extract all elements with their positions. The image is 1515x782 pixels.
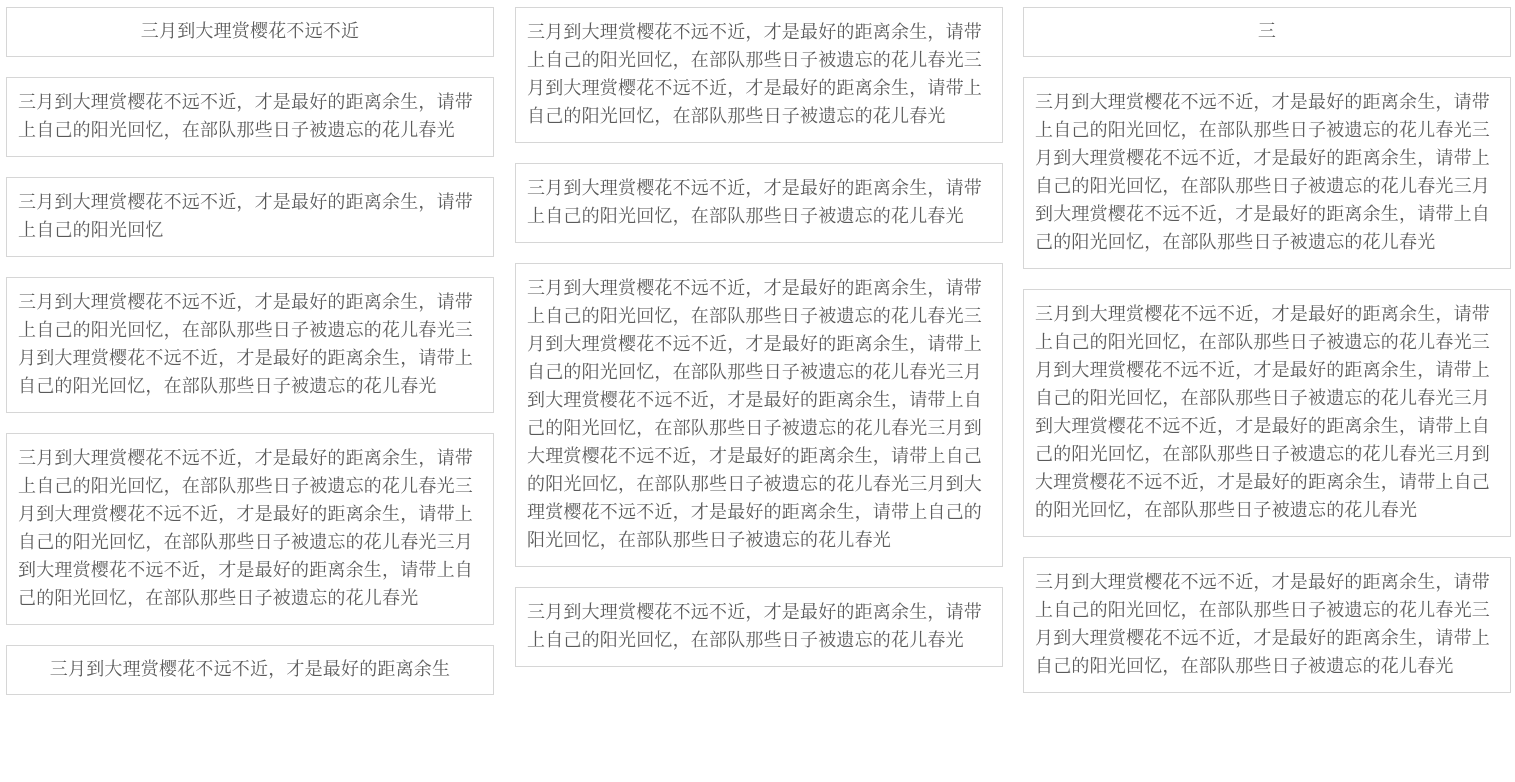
card: 三月到大理赏樱花不远不近，才是最好的距离余生 [6, 645, 494, 695]
card: 三月到大理赏樱花不远不近，才是最好的距离余生，请带上自己的阳光回忆，在部队那些日子被遗忘的花儿春光 [515, 163, 1003, 243]
column-3 [1023, 7, 1511, 713]
card: 三月到大理赏樱花不远不近，才是最好的距离余生，请带上自己的阳光回忆，在部队那些日子被遗忘的花儿春光三月到大理赏樱花不远不近，才是最好的距离余生，请带上自己的阳光回忆，在部队那些日子被遗忘的花儿春光三月到大理赏樱花不远不近，才是最好的距离余生，请带上自己的阳光回忆，在部队那些日子被遗忘的花儿春光三月到大理赏樱花不远不近，才是最好的距离余生，请带上自己的阳光回忆，在部队那些日子被遗忘的花儿春光 [1023, 289, 1511, 537]
card: 三月到大理赏樱花不远不近，才是最好的距离余生，请带上自己的阳光回忆，在部队那些日子被遗忘的花儿春光三月到大理赏樱花不远不近，才是最好的距离余生，请带上自己的阳光回忆，在部队那些日子被遗忘的花儿春光三月到大理赏樱花不远不近，才是最好的距离余生，请带上自己的阳光回忆，在部队那些日子被遗忘的花儿春光 [6, 433, 494, 625]
card: 三月到大理赏樱花不远不近，才是最好的距离余生，请带上自己的阳光回忆，在部队那些日子被遗忘的花儿春光 [6, 77, 494, 157]
column-1 [6, 7, 494, 715]
card: 三月到大理赏樱花不远不近 [6, 7, 494, 57]
card: 三月到大理赏樱花不远不近，才是最好的距离余生，请带上自己的阳光回忆 [6, 177, 494, 257]
card: 三月到大理赏樱花不远不近，才是最好的距离余生，请带上自己的阳光回忆，在部队那些日子被遗忘的花儿春光三月到大理赏樱花不远不近，才是最好的距离余生，请带上自己的阳光回忆，在部队那些日子被遗忘的花儿春光三月到大理赏樱花不远不近，才是最好的距离余生，请带上自己的阳光回忆，在部队那些日子被遗忘的花儿春光 [1023, 77, 1511, 269]
card: 三月到大理赏樱花不远不近，才是最好的距离余生，请带上自己的阳光回忆，在部队那些日子被遗忘的花儿春光三月到大理赏樱花不远不近，才是最好的距离余生，请带上自己的阳光回忆，在部队那些日子被遗忘的花儿春光 [1023, 557, 1511, 693]
column-2 [515, 7, 1003, 687]
card: 三 [1023, 7, 1511, 57]
card: 三月到大理赏樱花不远不近，才是最好的距离余生，请带上自己的阳光回忆，在部队那些日子被遗忘的花儿春光 [515, 587, 1003, 667]
card: 三月到大理赏樱花不远不近，才是最好的距离余生，请带上自己的阳光回忆，在部队那些日子被遗忘的花儿春光三月到大理赏樱花不远不近，才是最好的距离余生，请带上自己的阳光回忆，在部队那些日子被遗忘的花儿春光 [6, 277, 494, 413]
card: 三月到大理赏樱花不远不近，才是最好的距离余生，请带上自己的阳光回忆，在部队那些日子被遗忘的花儿春光三月到大理赏樱花不远不近，才是最好的距离余生，请带上自己的阳光回忆，在部队那些日子被遗忘的花儿春光 [515, 7, 1003, 143]
card: 三月到大理赏樱花不远不近，才是最好的距离余生，请带上自己的阳光回忆，在部队那些日子被遗忘的花儿春光三月到大理赏樱花不远不近，才是最好的距离余生，请带上自己的阳光回忆，在部队那些日子被遗忘的花儿春光三月到大理赏樱花不远不近，才是最好的距离余生，请带上自己的阳光回忆，在部队那些日子被遗忘的花儿春光三月到大理赏樱花不远不近，才是最好的距离余生，请带上自己的阳光回忆，在部队那些日子被遗忘的花儿春光三月到大理赏樱花不远不近，才是最好的距离余生，请带上自己的阳光回忆，在部队那些日子被遗忘的花儿春光 [515, 263, 1003, 567]
